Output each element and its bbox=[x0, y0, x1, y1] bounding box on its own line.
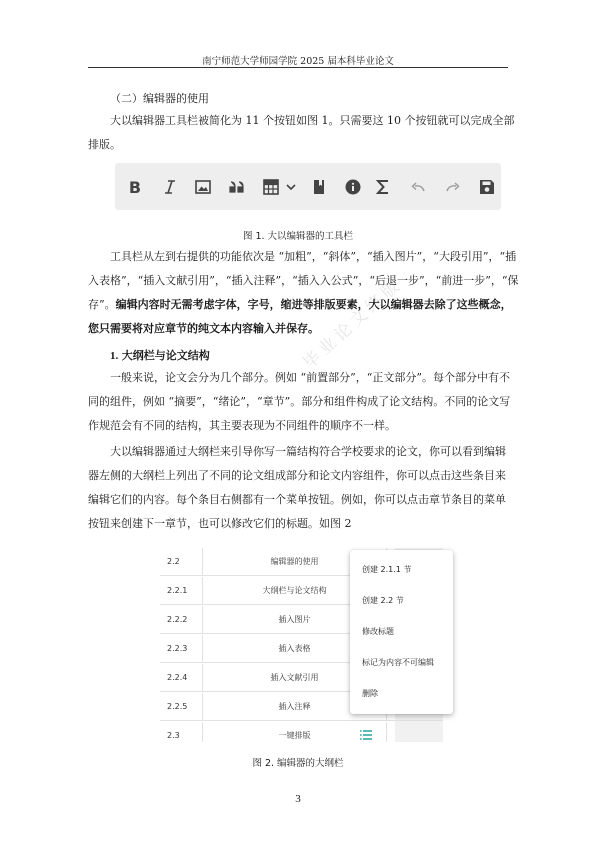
section-heading: （二）编辑器的使用 bbox=[110, 92, 209, 105]
outline-row[interactable] bbox=[160, 722, 443, 742]
outline-row-number: 2.2.5 bbox=[167, 702, 188, 711]
paragraph-line: 按钮来创建下一章节，也可以修改它们的标题。如图 2 bbox=[88, 517, 352, 530]
intro-paragraph bbox=[88, 109, 515, 157]
figure2-caption: 图 2. 编辑器的大纲栏 bbox=[252, 758, 344, 769]
subsection-title: 大纲栏与论文结构 bbox=[121, 349, 210, 362]
paragraph-line: 器左侧的大纲栏上列出了不同的论文组成部分和论文内容组件，你可以点击这些条目来 bbox=[88, 469, 506, 482]
info-icon[interactable] bbox=[343, 177, 363, 197]
image-icon[interactable] bbox=[193, 177, 213, 197]
outline-row-number: 2.2 bbox=[167, 557, 180, 566]
sigma-icon[interactable] bbox=[373, 177, 393, 197]
paragraph-line: 一般来说，论文会分为几个部分。例如 “前置部分”，“正文部分”。每个部分中有不 bbox=[110, 371, 510, 384]
menu-item-lock-content[interactable]: 标记为内容不可编辑 bbox=[362, 658, 434, 667]
context-menu bbox=[350, 550, 453, 714]
svg-text:B: B bbox=[128, 179, 142, 195]
toolbar-description-paragraph bbox=[88, 245, 519, 341]
outline-row-title[interactable]: 插入表格 bbox=[202, 635, 387, 663]
outline-row-number: 2.2.4 bbox=[167, 673, 188, 682]
outline-paragraph bbox=[88, 440, 508, 536]
menu-item-create-subsection[interactable]: 创建 2.1.1 节 bbox=[362, 565, 412, 574]
figure1-caption: 图 1. 大以编辑器的工具栏 bbox=[242, 231, 354, 242]
watermark: 毕业论文终版 bbox=[299, 274, 407, 374]
paragraph-line: 大以编辑器通过大纲栏来引导你写一篇结构符合学校要求的论文，你可以看到编辑 bbox=[110, 445, 506, 458]
paragraph-line-bold: 您只需要将对应章节的纯文本内容输入并保存。 bbox=[88, 322, 319, 335]
paragraph-line: 工具栏从左到右提供的功能依次是 “加粗”，“斜体”，“插入图片”，“大段引用”，“插 bbox=[110, 250, 517, 263]
outline-row-title[interactable]: 插入注释 bbox=[202, 693, 387, 721]
page-number: 3 bbox=[295, 793, 301, 805]
outline-row-title[interactable]: 插入图片 bbox=[202, 606, 387, 634]
paragraph-line-plain: 存”。 bbox=[88, 298, 116, 311]
paragraph-line-bold: 编辑内容时无需考虑字体，字号，缩进等排版要素，大以编辑器去除了这些概念， bbox=[115, 298, 512, 311]
menu-list-icon[interactable] bbox=[360, 730, 372, 742]
structure-paragraph bbox=[88, 366, 511, 438]
paragraph-line: 入表格”，“插入文献引用”，“插入注释”，“插入入公式”，“后退一步”，“前进一步”，“保 bbox=[88, 274, 519, 287]
subsection-heading bbox=[110, 347, 210, 363]
menu-item-create-section[interactable]: 创建 2.2 节 bbox=[362, 596, 404, 605]
paragraph-line: 作规范会有不同的结构，其主要表现为不同组件的顺序不一样。 bbox=[88, 419, 396, 432]
outline-row-number: 2.2.2 bbox=[167, 615, 188, 624]
subsection-number: 1. bbox=[110, 350, 119, 362]
outline-row-title[interactable]: 大纲栏与论文结构 bbox=[202, 577, 387, 605]
undo-icon[interactable] bbox=[408, 177, 428, 197]
running-header: 南宁师范大学师园学院 2025 届本科毕业论文 bbox=[202, 56, 394, 67]
intro-line: 排版。 bbox=[88, 138, 121, 151]
outline-row-number: 2.2.1 bbox=[167, 586, 188, 595]
save-icon[interactable] bbox=[477, 177, 497, 197]
outline-row-title[interactable]: 编辑器的使用 bbox=[202, 548, 387, 576]
table-icon[interactable] bbox=[261, 177, 281, 197]
intro-line: 大以编辑器工具栏被简化为 11 个按钮如图 1。只需要这 10 个按钮就可以完成全部 bbox=[110, 114, 515, 127]
paragraph-line: 编辑它们的内容。每个条目右侧都有一个菜单按钮。例如，你可以点击章节条目的菜单 bbox=[88, 493, 506, 506]
outline-row-number: 2.2.3 bbox=[167, 644, 188, 653]
outline-row-title[interactable]: 插入文献引用 bbox=[202, 664, 387, 692]
redo-icon[interactable] bbox=[443, 177, 463, 197]
editor-toolbar bbox=[115, 163, 501, 210]
quote-icon[interactable] bbox=[227, 177, 247, 197]
italic-icon[interactable] bbox=[160, 177, 180, 197]
outline-row-number: 2.3 bbox=[167, 731, 180, 740]
bold-icon[interactable] bbox=[125, 177, 145, 197]
menu-item-delete[interactable]: 删除 bbox=[362, 689, 378, 698]
chevron-down-icon[interactable] bbox=[281, 177, 301, 197]
book-icon[interactable] bbox=[309, 177, 329, 197]
outline-row-title[interactable]: 一键排版 bbox=[202, 722, 387, 742]
menu-item-rename[interactable]: 修改标题 bbox=[362, 627, 394, 636]
header-rule bbox=[88, 67, 508, 68]
paragraph-line: 同的组件，例如 “摘要”，“绪论”，“章节”。部分和组件构成了论文结构。不同的论文写 bbox=[88, 395, 511, 408]
